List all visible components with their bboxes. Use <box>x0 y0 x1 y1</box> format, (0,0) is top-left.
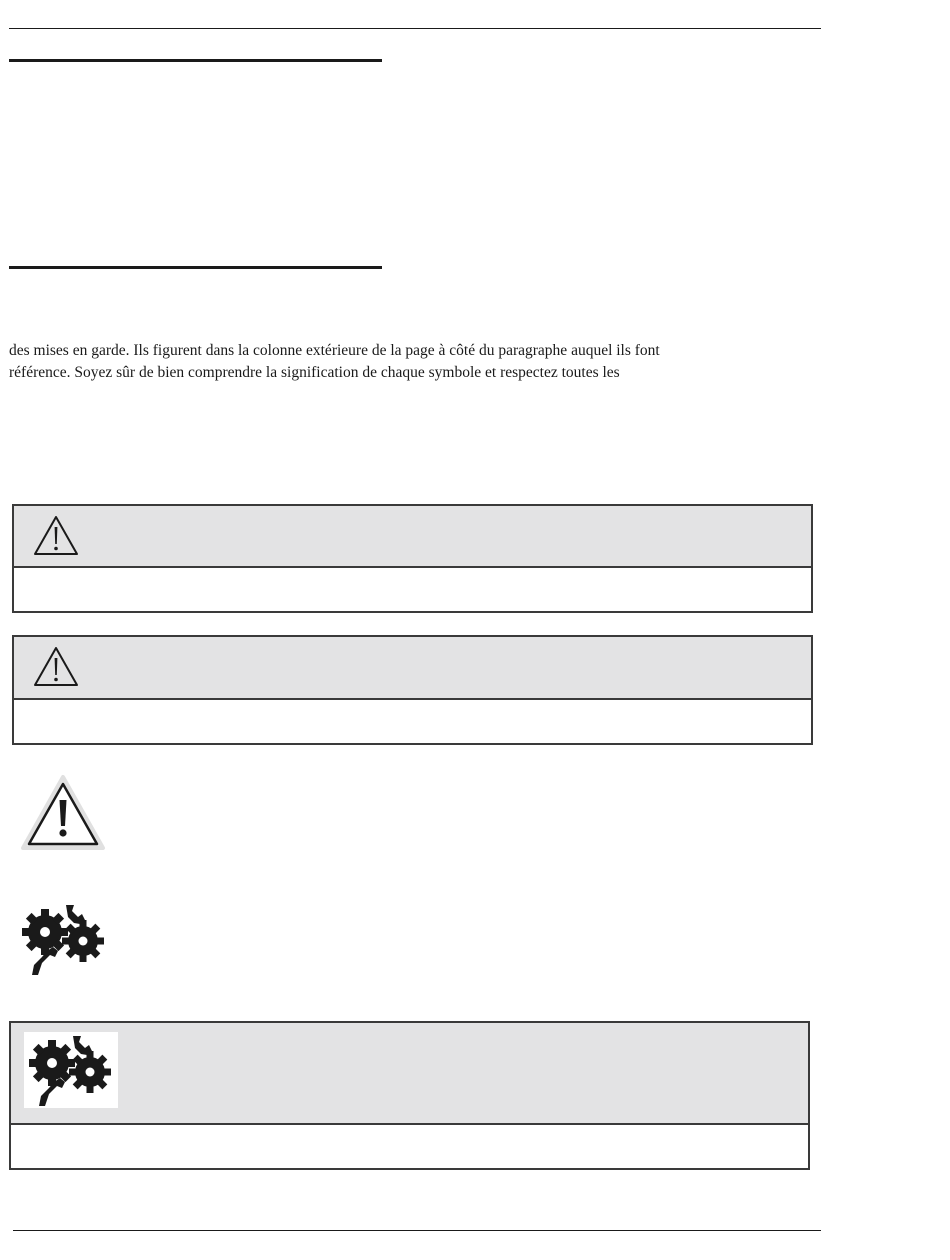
warning-triangle-icon <box>32 645 80 689</box>
intro-paragraph <box>9 340 809 384</box>
title-rule-bottom <box>9 266 382 269</box>
bottom-rule <box>13 1230 821 1231</box>
intro-line-2: référence. Soyez sûr de bien comprendre la signification de chaque symbole et respectez toutes les <box>9 364 620 381</box>
title-rule-top <box>9 59 382 62</box>
warning-box-1 <box>12 504 813 613</box>
top-rule <box>9 28 821 29</box>
warning-box-1-header <box>14 506 811 568</box>
warning-triangle-icon <box>32 514 80 558</box>
gears-wrench-icon <box>20 903 108 977</box>
intro-line-1: des mises en garde. Ils figurent dans la colonne extérieure de la page à côté du paragraphe auquel ils font <box>9 342 660 359</box>
warning-triangle-icon <box>20 774 106 852</box>
technical-box <box>9 1021 810 1170</box>
technical-box-header <box>11 1023 808 1125</box>
gears-wrench-icon <box>24 1032 118 1108</box>
warning-box-2-header <box>14 637 811 700</box>
warning-box-2 <box>12 635 813 745</box>
